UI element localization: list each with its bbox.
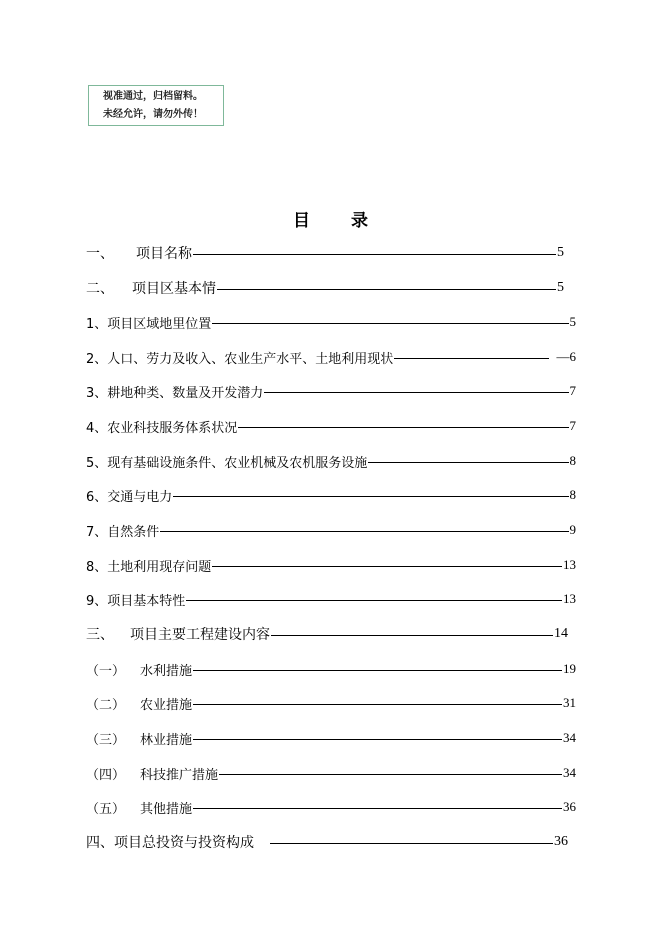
toc-number: 4、 (86, 420, 108, 436)
page-title (0, 206, 662, 231)
toc-page: 36 (554, 834, 568, 849)
toc-text: 科技推广措施 (140, 767, 219, 783)
toc-page: 31 (563, 695, 576, 710)
title-char-2: 录 (351, 211, 369, 231)
toc-number: （五） (86, 801, 126, 817)
toc-page: 5 (569, 314, 576, 329)
toc-page: 9 (569, 522, 576, 537)
toc-leader (368, 462, 568, 463)
toc-text: 农业科技服务体系状况 (107, 420, 238, 436)
toc-page: 7 (569, 418, 576, 433)
toc-leader (271, 635, 553, 636)
title-char-1: 目 (293, 211, 311, 231)
toc-page: 19 (563, 661, 576, 676)
toc-leader (238, 427, 568, 428)
toc-leader (173, 496, 568, 497)
toc-number: 7、 (86, 524, 108, 540)
toc-leader (394, 358, 548, 359)
toc-text: 项目总投资与投资构成 (114, 835, 254, 851)
toc-page: 13 (563, 591, 576, 606)
toc-page: 36 (563, 799, 576, 814)
toc-text: 农业措施 (140, 697, 193, 713)
stamp-line-1: 视准通过，归档留料。 (103, 91, 203, 102)
toc-leader (186, 600, 562, 601)
toc-leader (212, 323, 568, 324)
toc-text: 交通与电力 (107, 489, 173, 505)
toc-text: 自然条件 (107, 524, 160, 540)
toc-leader (193, 704, 562, 705)
toc-leader (193, 254, 556, 255)
toc-number: 6、 (86, 489, 108, 505)
toc-page: 34 (563, 765, 576, 780)
toc-row[interactable] (86, 416, 576, 436)
toc-text: 土地利用现存问题 (107, 559, 212, 575)
toc-number: （一） (86, 663, 126, 679)
toc-text: 其他措施 (140, 801, 193, 817)
toc-page: 5 (557, 280, 564, 295)
toc-row[interactable] (86, 659, 576, 679)
toc-page: 14 (554, 626, 568, 641)
toc-leader (193, 739, 562, 740)
toc-number: （四） (86, 767, 126, 783)
toc-leader (212, 566, 562, 567)
toc-row[interactable] (86, 763, 576, 783)
toc-row[interactable] (86, 832, 568, 852)
toc-leader (160, 531, 568, 532)
toc-text: 项目区基本情 (132, 281, 216, 297)
stamp-line-2: 未经允许，请勿外传！ (103, 109, 203, 120)
toc-number: （三） (86, 732, 126, 748)
watermark-stamp (88, 85, 224, 126)
toc-page: —6 (556, 349, 576, 364)
toc-number: 1、 (86, 316, 108, 332)
toc-text: 林业措施 (140, 732, 193, 748)
toc-row[interactable] (86, 797, 576, 817)
toc-number: 8、 (86, 559, 108, 575)
toc-text: 现有基础设施条件、农业机械及农机服务设施 (107, 455, 368, 471)
toc-page: 13 (563, 557, 576, 572)
toc-number: 三、 (86, 627, 114, 643)
toc-number: 一、 (86, 246, 114, 262)
toc-page: 8 (569, 453, 576, 468)
toc-text: 耕地种类、数量及开发潜力 (107, 385, 264, 401)
toc-text: 项目主要工程建设内容 (130, 627, 270, 643)
toc-text: 项目区域地里位置 (107, 316, 212, 332)
toc-text: 项目基本特性 (107, 593, 186, 609)
toc-row[interactable] (86, 520, 576, 540)
toc-row[interactable] (86, 381, 576, 401)
toc-page: 34 (563, 730, 576, 745)
toc-number: 四、 (86, 835, 114, 851)
toc-leader (193, 808, 562, 809)
toc-number: 二、 (86, 281, 114, 297)
toc-page: 7 (569, 383, 576, 398)
toc-row[interactable] (86, 555, 576, 575)
toc-row[interactable] (86, 278, 564, 298)
toc-number: 5、 (86, 455, 108, 471)
toc-page: 5 (557, 245, 564, 260)
toc-row[interactable] (86, 589, 576, 609)
toc-number: 9、 (86, 593, 108, 609)
toc-row[interactable] (86, 347, 576, 367)
toc-leader (270, 843, 553, 844)
toc-text: 水利措施 (140, 663, 193, 679)
toc-row[interactable] (86, 312, 576, 332)
toc-leader (217, 289, 556, 290)
toc-number: （二） (86, 697, 126, 713)
toc-leader (193, 670, 562, 671)
toc-leader (264, 392, 568, 393)
toc-page: 8 (569, 487, 576, 502)
toc-row[interactable] (86, 728, 576, 748)
toc-text: 人口、劳力及收入、农业生产水平、土地利用现状 (107, 351, 394, 367)
toc-text: 项目名称 (136, 246, 192, 262)
toc-number: 3、 (86, 385, 108, 401)
toc-row[interactable] (86, 451, 576, 471)
toc-row[interactable] (86, 624, 568, 644)
toc-leader (219, 774, 562, 775)
toc-number: 2、 (86, 351, 108, 367)
toc-row[interactable] (86, 693, 576, 713)
toc-row[interactable] (86, 243, 564, 263)
toc-row[interactable] (86, 485, 576, 505)
